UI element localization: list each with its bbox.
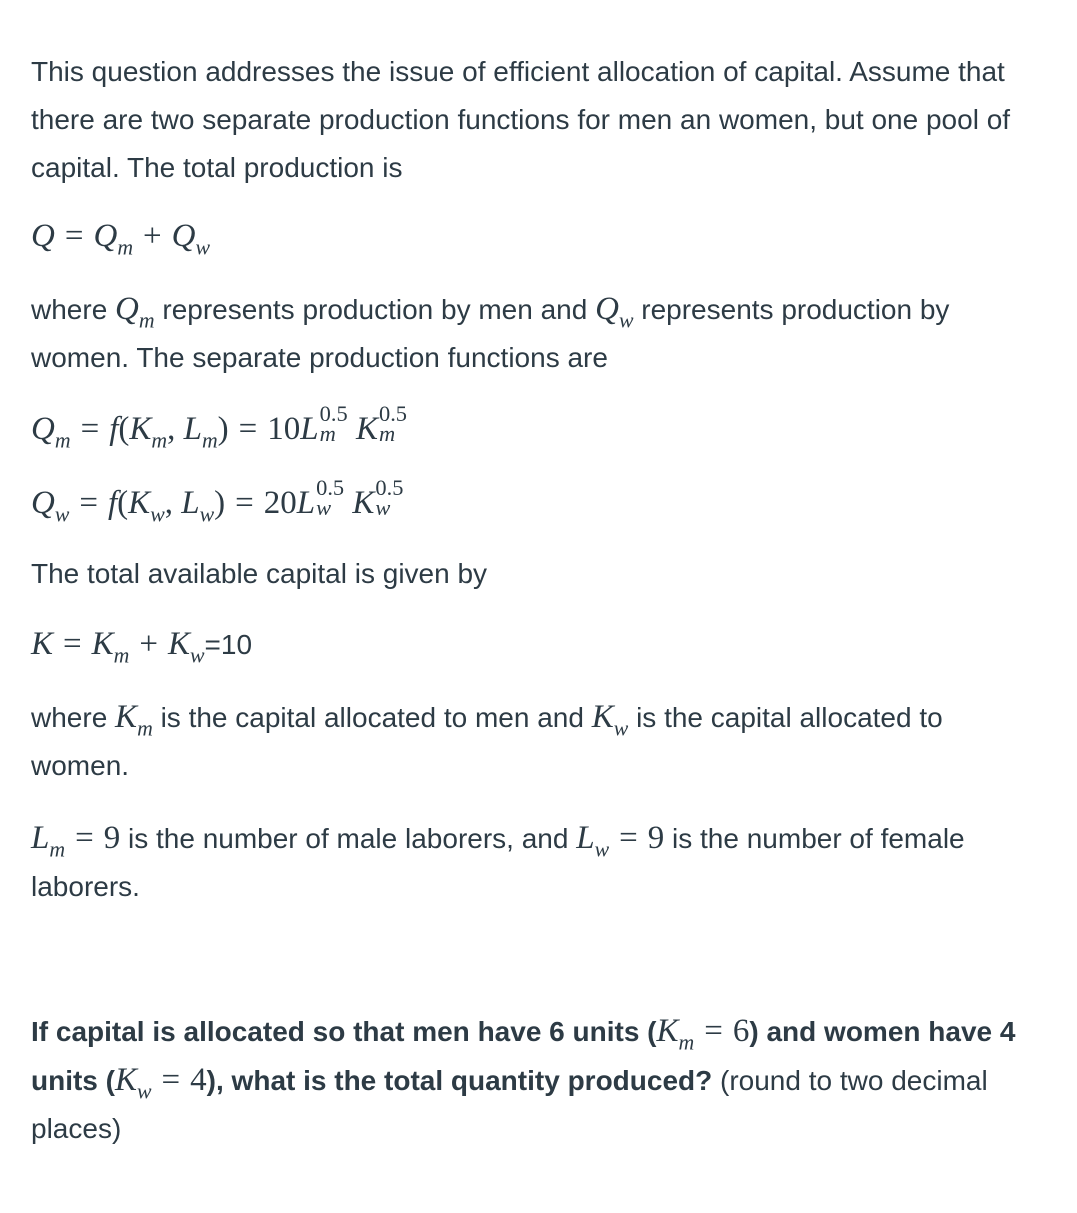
equation-total-production: $Q = Q_m + Q_w$ [31, 218, 211, 260]
question-content [31, 48, 1046, 1153]
equation-women-production: $Q_w = f(K_w$, $L_w) = 20L$ 0.5 w K 0.5 w [31, 474, 404, 527]
question-prompt: If capital is allocated so that men have 6 units $(K_m = 6)$ and women have 4 units $(K_w = 4)$, what is the total quantity produced? (round to two decimal places) [31, 1012, 1016, 1144]
where-q-paragraph: where $Q_m$ represents production by men and $Q_w$ represents production by women. The separate production functions are [31, 291, 950, 373]
equation-men-production: $Q_m = f(K_m$, $L_m) = 10L$ 0.5 m K 0.5 m [31, 401, 408, 453]
where-k-paragraph: where $K_m$ is the capital allocated to men and $K_w$ is the capital allocated to women. [31, 698, 943, 781]
equation-total-capital: $K = K_m + K_w=10$ [31, 625, 253, 668]
labor-paragraph: $L_m = 9$ is the number of male laborers, and $L_w = 9$ is the number of female laborers. [31, 819, 965, 902]
intro-paragraph: This question addresses the issue of efficient allocation of capital. Assume that there are two separate production functions for men an women, but one pool of capital. The total production is [31, 56, 1011, 183]
capital-intro-paragraph: The total available capital is given by [31, 557, 488, 589]
